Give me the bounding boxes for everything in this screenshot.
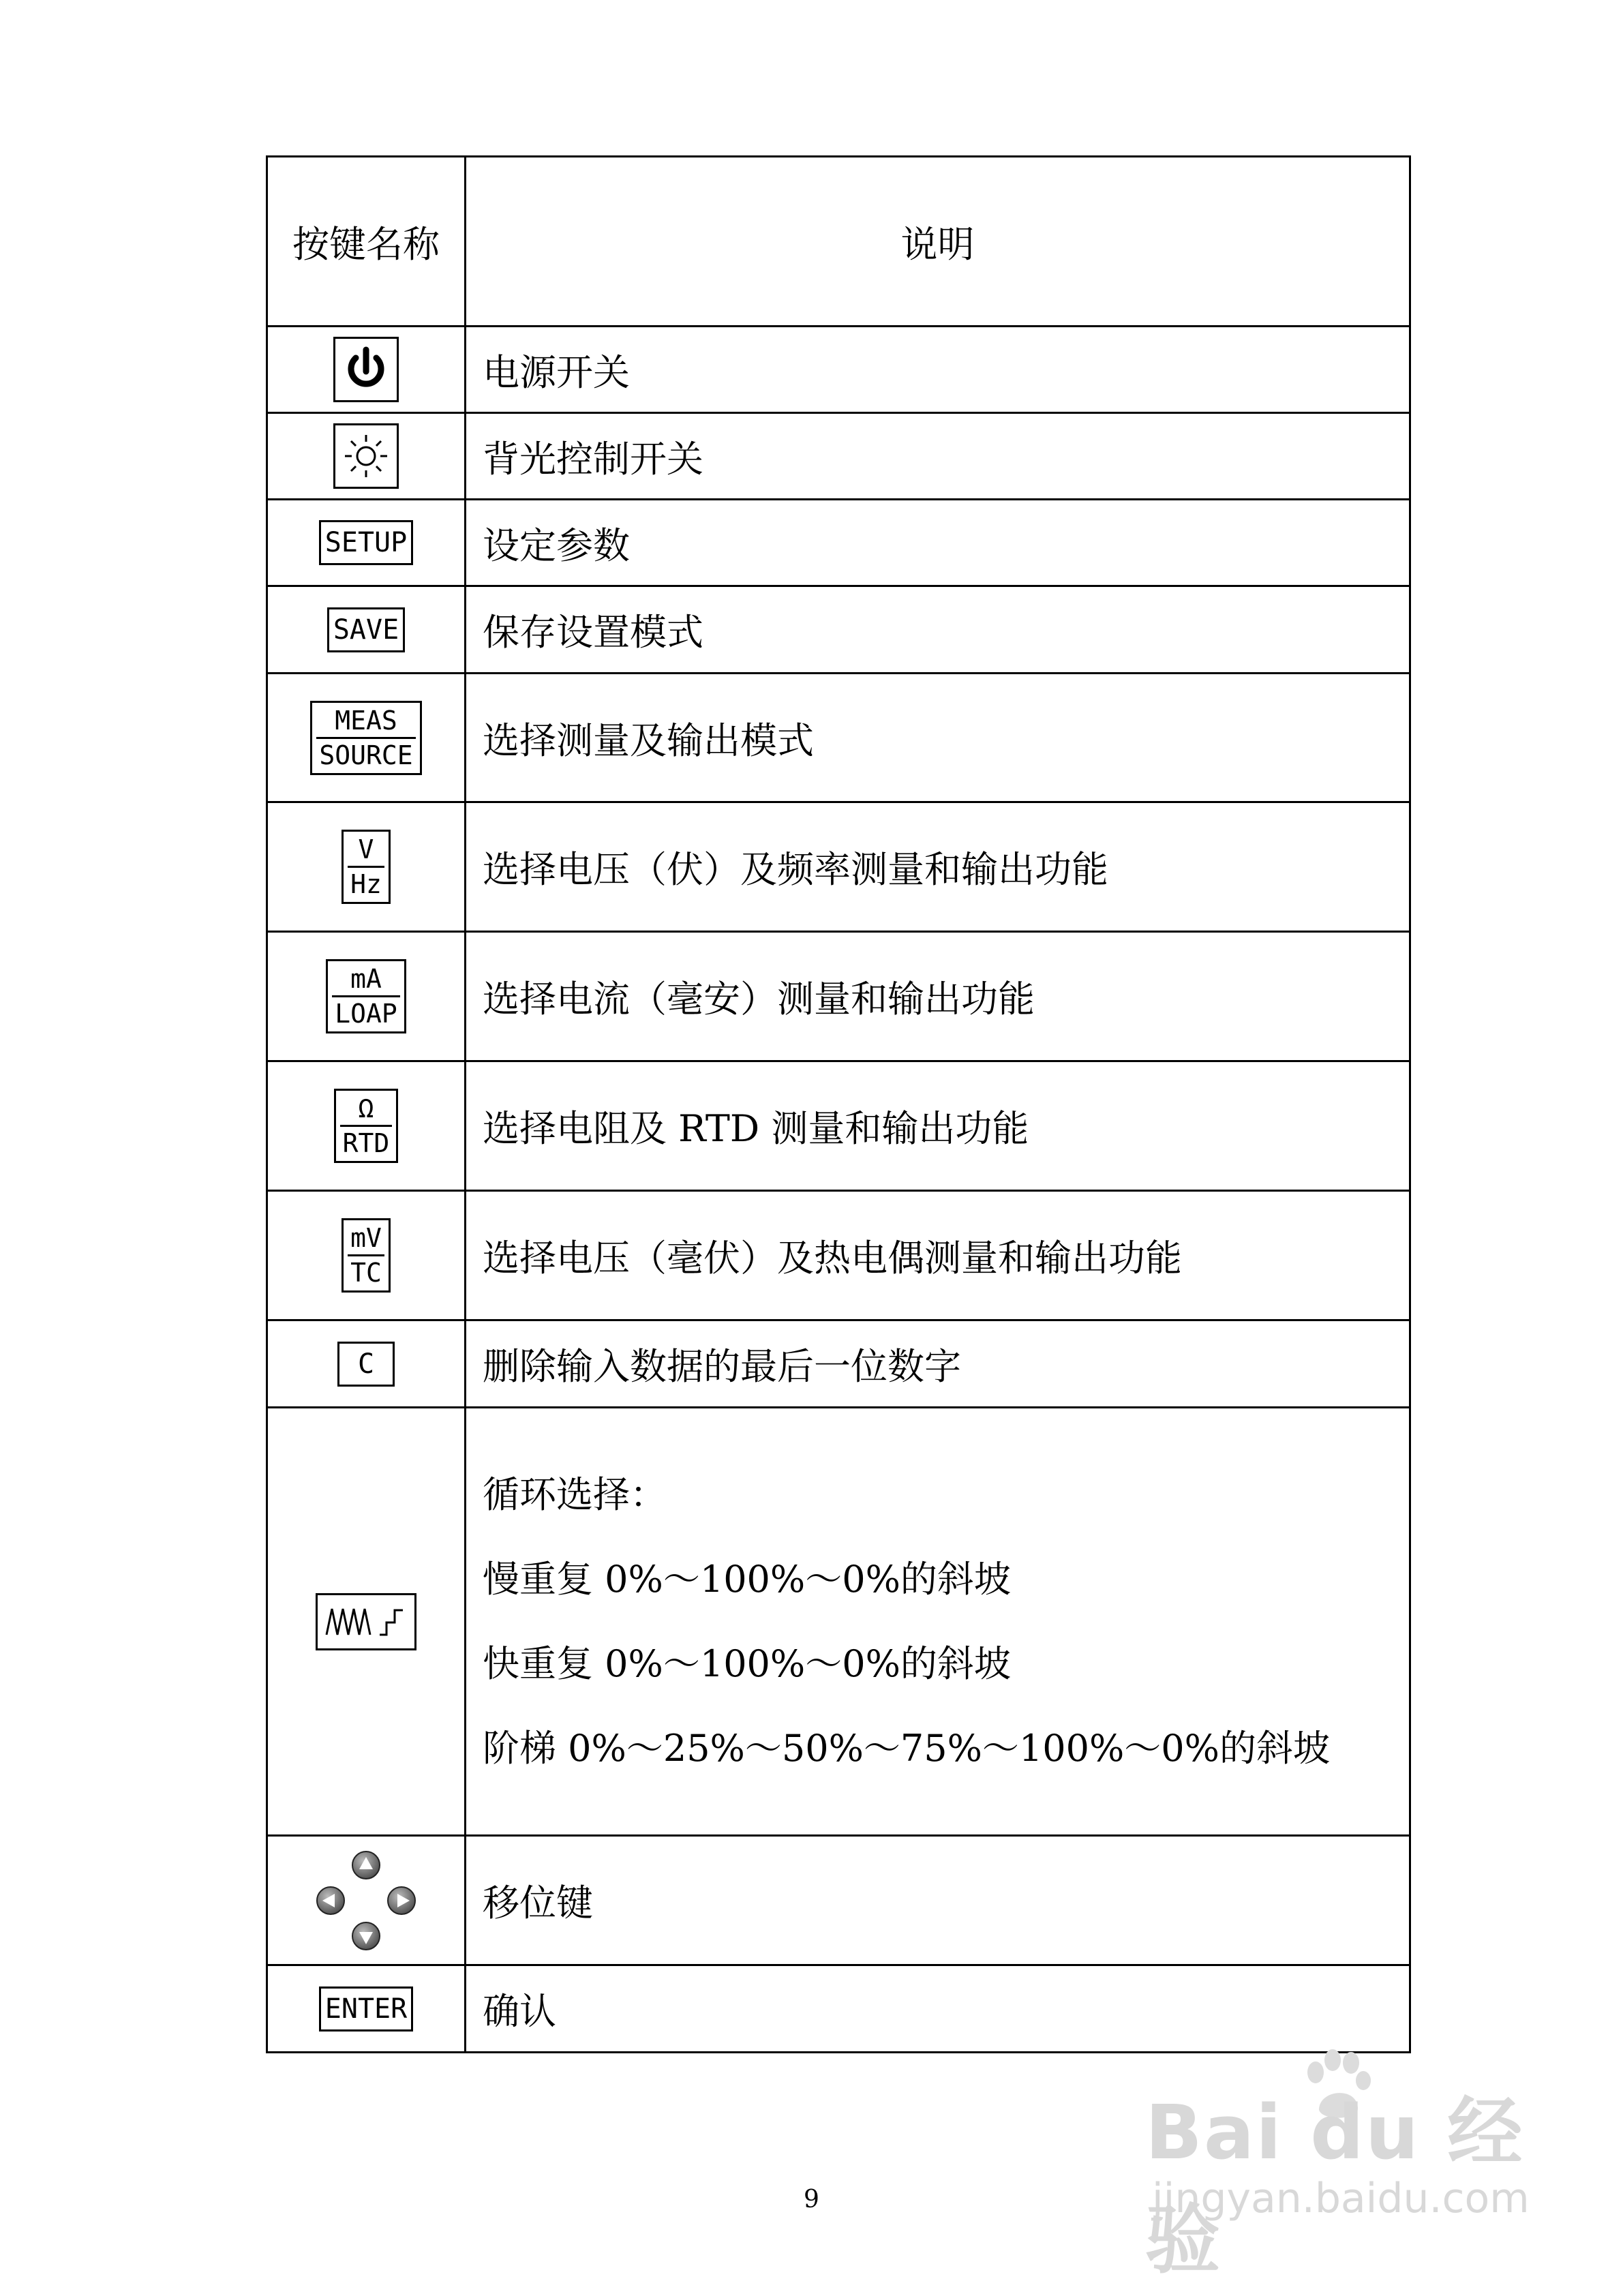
key-bottom-label: Hz — [350, 869, 382, 899]
enter-key: ENTER — [319, 1987, 413, 2031]
row-description: 保存设置模式 — [466, 586, 1410, 674]
row-description: 选择测量及输出模式 — [466, 674, 1410, 802]
description-line: 循环选择： — [483, 1472, 667, 1516]
row-description: 删除输入数据的最后一位数字 — [466, 1320, 1410, 1408]
ramp-wave-icon — [316, 1593, 416, 1650]
backlight-sun-icon — [333, 423, 399, 489]
key-bottom-label: RTD — [342, 1128, 390, 1158]
left-arrow-key — [317, 1887, 344, 1914]
key-bottom-label: TC — [350, 1258, 382, 1288]
key-top-label: mV — [348, 1222, 384, 1256]
right-arrow-key — [388, 1887, 415, 1914]
table-row — [267, 802, 1410, 932]
description-line: 阶梯 0%～25%～50%～75%～100%～0%的斜坡 — [483, 1726, 1330, 1770]
key-top-label: Ω — [340, 1092, 393, 1127]
row-description — [466, 1408, 1410, 1836]
down-arrow-key — [352, 1922, 380, 1950]
row-description: 确认 — [466, 1965, 1410, 2053]
table-row — [267, 1965, 1410, 2053]
table-row — [267, 1836, 1410, 1965]
table-row — [267, 1191, 1410, 1320]
row-description: 设定参数 — [466, 500, 1410, 586]
description-line: 慢重复 0%～100%～0%的斜坡 — [483, 1557, 1011, 1601]
ohm-rtd-key — [334, 1089, 399, 1163]
table-row — [267, 413, 1410, 500]
table-row — [267, 1408, 1410, 1836]
key-top-label: V — [348, 833, 384, 868]
setup-key: SETUP — [319, 520, 413, 565]
row-description: 移位键 — [466, 1836, 1410, 1965]
row-description: 背光控制开关 — [466, 413, 1410, 500]
ma-loap-key — [326, 959, 406, 1033]
header-key-name: 按键名称 — [267, 157, 466, 327]
key-description-table — [266, 155, 1411, 2053]
table-row — [267, 674, 1410, 802]
watermark — [1145, 2045, 1530, 2284]
row-description: 选择电阻及 RTD 测量和输出功能 — [466, 1061, 1410, 1191]
v-hz-key — [342, 830, 391, 904]
up-arrow-key — [352, 1852, 380, 1879]
table-row — [267, 586, 1410, 674]
key-bottom-label: SOURCE — [319, 740, 413, 770]
watermark-url: jingyan.baidu.com — [1152, 2175, 1530, 2222]
header-description: 说明 — [466, 157, 1410, 327]
watermark-logo: Bai du 经验 — [1145, 2089, 1524, 2284]
row-description: 电源开关 — [466, 327, 1410, 413]
table-row — [267, 1061, 1410, 1191]
power-icon — [333, 337, 399, 402]
key-bottom-label: LOAP — [335, 999, 397, 1029]
c-key: C — [337, 1342, 395, 1387]
arrow-keys-icon — [312, 1846, 421, 1955]
table-row — [267, 327, 1410, 413]
table-row — [267, 1320, 1410, 1408]
meas-source-key — [310, 701, 421, 775]
save-key: SAVE — [327, 607, 405, 652]
mv-tc-key — [342, 1218, 391, 1293]
table-row — [267, 500, 1410, 586]
row-description: 选择电压（伏）及频率测量和输出功能 — [466, 802, 1410, 932]
row-description: 选择电流（毫安）测量和输出功能 — [466, 932, 1410, 1061]
row-description: 选择电压（毫伏）及热电偶测量和输出功能 — [466, 1191, 1410, 1320]
key-top-label: mA — [332, 963, 400, 997]
table-row — [267, 932, 1410, 1061]
description-line: 快重复 0%～100%～0%的斜坡 — [483, 1642, 1011, 1685]
key-top-label: MEAS — [316, 704, 415, 739]
table-header-row — [267, 157, 1410, 327]
page-number: 9 — [804, 2186, 819, 2214]
